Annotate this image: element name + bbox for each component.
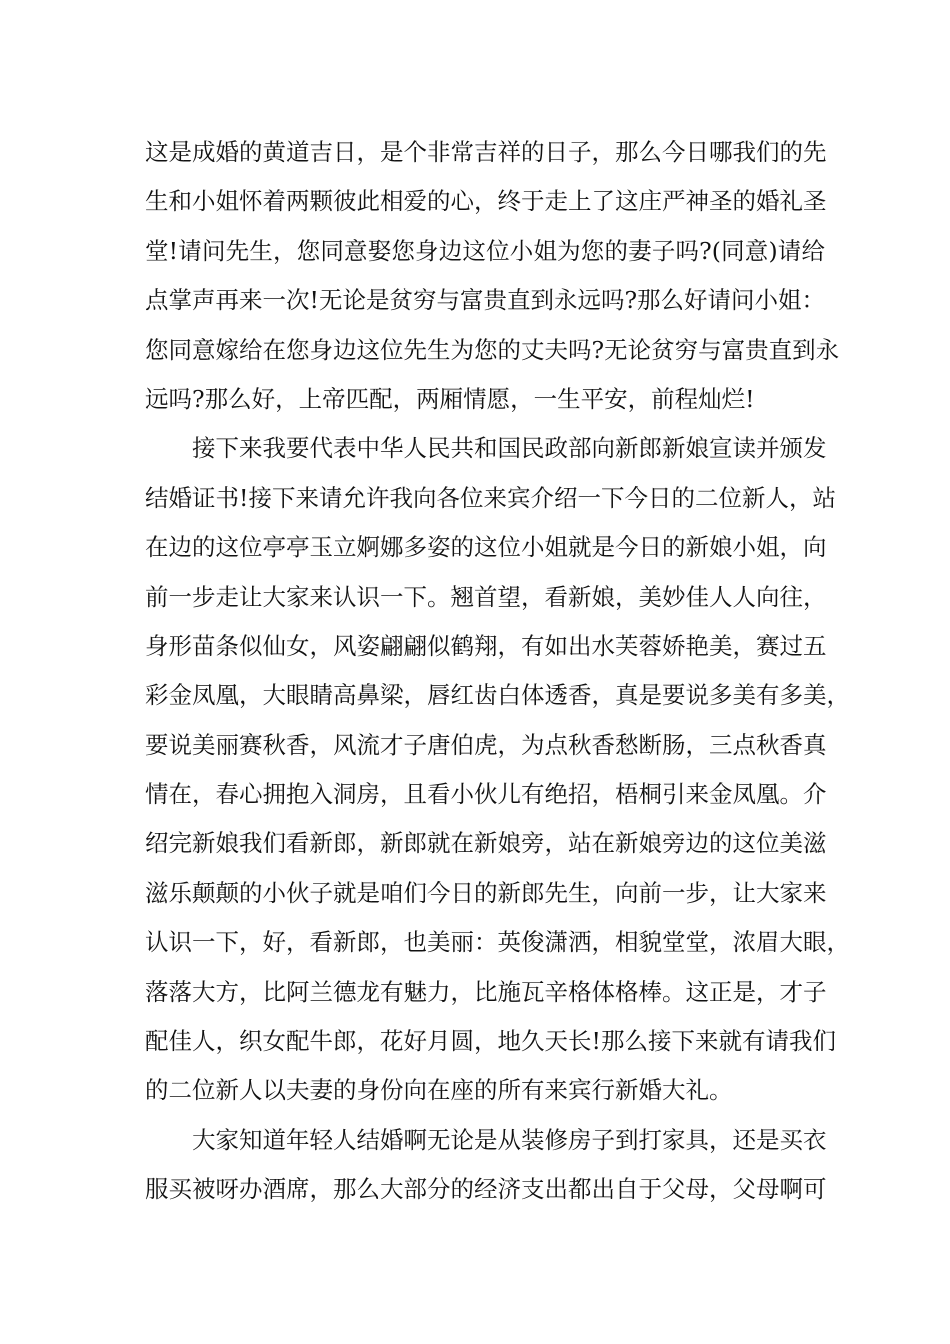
text-line: 这是成婚的黄道吉日，是个非常吉祥的日子，那么今日哪我们的先 [145,138,827,166]
text-line: 接下来我要代表中华人民共和国民政部向新郎新娘宣读并颁发 [192,434,827,463]
text-line: 要说美丽赛秋香，风流才子唐伯虎，为点秋香愁断肠，三点秋香真 [145,730,827,759]
text-line: 身形苗条似仙女，风姿翩翩似鹤翔，有如出水芙蓉娇艳美，赛过五 [145,631,827,660]
text-line: 滋乐颠颠的小伙子就是咱们今日的新郎先生，向前一步，让大家来 [145,878,827,907]
text-line: 绍完新娘我们看新郎，新郎就在新娘旁，站在新娘旁边的这位美滋 [145,829,827,858]
text-line: 远吗?那么好，上帝匹配，两厢情愿，一生平安，前程灿烂! [145,384,755,413]
text-line: 认识一下，好，看新郎，也美丽：英俊潇洒，相貌堂堂，浓眉大眼， [145,928,850,957]
text-line: 的二位新人以夫妻的身份向在座的所有来宾行新婚大礼。 [145,1076,733,1105]
text-line: 彩金凤凰，大眼睛高鼻梁，唇红齿白体透香，真是要说多美有多美， [145,681,850,710]
text-line: 在边的这位亭亭玉立婀娜多姿的这位小姐就是今日的新娘小姐，向 [145,533,827,562]
text-line: 点掌声再来一次!无论是贫穷与富贵直到永远吗?那么好请问小姐： [145,286,826,315]
text-line: 生和小姐怀着两颗彼此相爱的心，终于走上了这庄严神圣的婚礼圣 [145,187,827,216]
text-line: 前一步走让大家来认识一下。翘首望，看新娘，美妙佳人人向往， [145,582,827,611]
paragraph-1 [145,128,840,424]
text-line: 堂!请问先生，您同意娶您身边这位小姐为您的妻子吗?(同意)请给 [145,236,825,265]
text-line: 落落大方，比阿兰德龙有魅力，比施瓦辛格体格棒。这正是，才子 [145,977,827,1006]
text-line: 您同意嫁给在您身边这位先生为您的丈夫吗?无论贫穷与富贵直到永 [145,335,840,364]
text-line: 配佳人，织女配牛郎，花好月圆，地久天长!那么接下来就有请我们 [145,1027,836,1056]
text-line: 结婚证书!接下来请允许我向各位来宾介绍一下今日的二位新人，站 [145,483,836,512]
paragraph-2 [145,424,850,1115]
text-line: 情在，春心拥抱入洞房，且看小伙儿有绝招，梧桐引来金凤凰。介 [145,780,827,809]
document-body [145,128,850,1215]
text-line: 大家知道年轻人结婚啊无论是从装修房子到打家具，还是买衣 [192,1125,827,1154]
paragraph-3 [145,1116,825,1215]
text-line: 服买被呀办酒席，那么大部分的经济支出都出自于父母，父母啊可 [145,1175,827,1204]
